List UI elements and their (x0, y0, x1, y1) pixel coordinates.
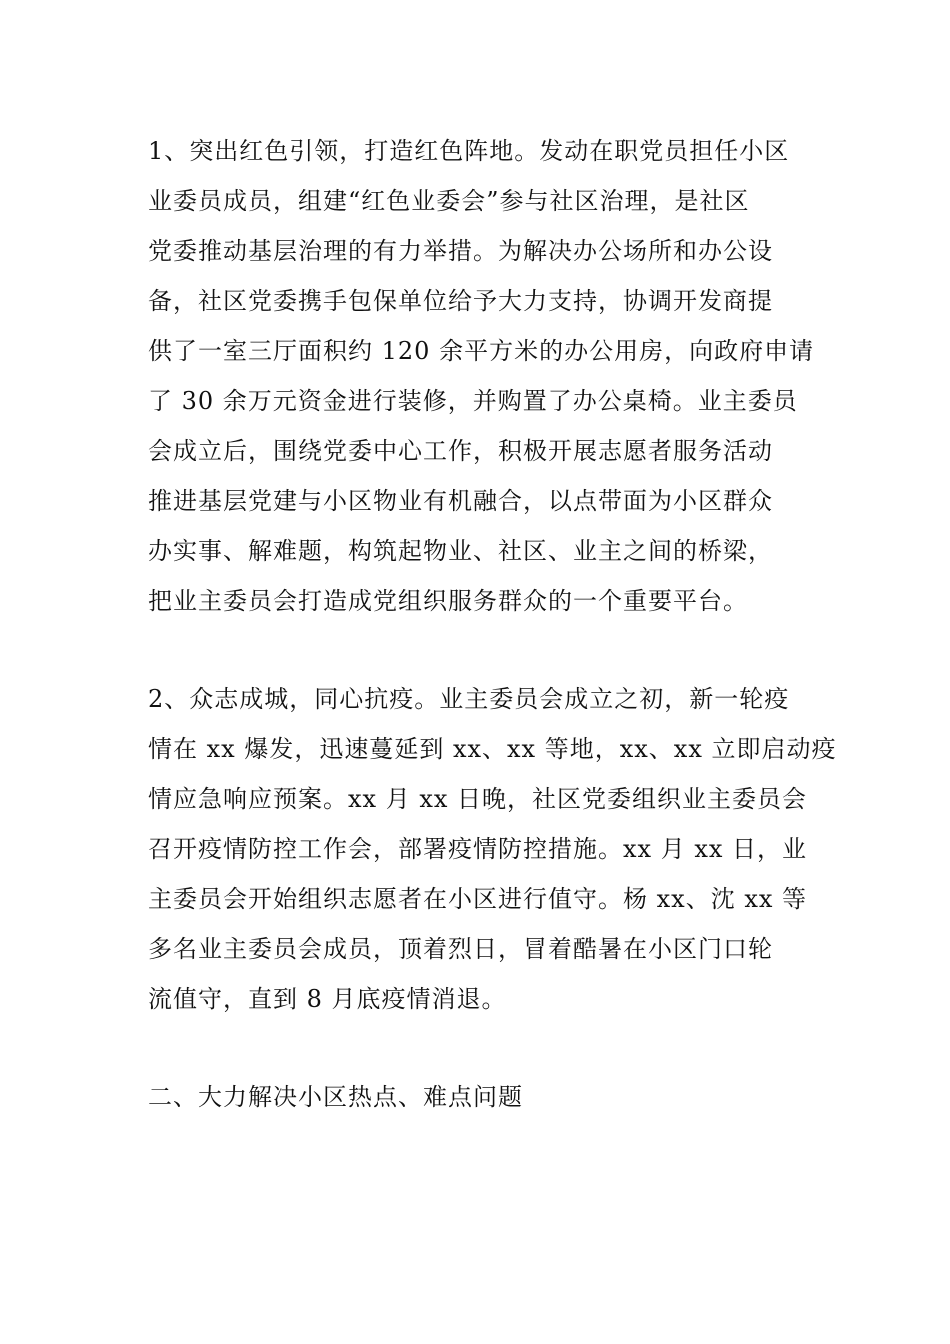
paragraph-1-line-3: 党委推动基层治理的有力举措。为解决办公场所和办公设 (148, 237, 773, 265)
paragraph-2-line-2: 情在 xx 爆发，迅速蔓延到 xx、xx 等地，xx、xx 立即启动疫 (148, 735, 837, 763)
paragraph-2-line-3: 情应急响应预案。xx 月 xx 日晚，社区党委组织业主委员会 (148, 785, 808, 813)
paragraph-1-line-6: 了 30 余万元资金进行装修，并购置了办公桌椅。业主委员 (148, 387, 798, 415)
paragraph-2-line-1: 2、众志成城，同心抗疫。业主委员会成立之初，新一轮疫 (148, 685, 790, 713)
paragraph-1-line-5: 供了一室三厅面积约 120 余平方米的办公用房，向政府申请 (148, 337, 815, 365)
paragraph-1-line-10: 把业主委员会打造成党组织服务群众的一个重要平台。 (148, 587, 748, 615)
paragraph-1-line-7: 会成立后，围绕党委中心工作，积极开展志愿者服务活动 (148, 437, 773, 465)
paragraph-2-line-7: 流值守，直到 8 月底疫情消退。 (148, 985, 507, 1013)
paragraph-1-line-9: 办实事、解难题，构筑起物业、社区、业主之间的桥梁， (148, 537, 773, 565)
paragraph-2-line-5: 主委员会开始组织志愿者在小区进行值守。杨 xx、沈 xx 等 (148, 885, 808, 913)
paragraph-1-line-8: 推进基层党建与小区物业有机融合，以点带面为小区群众 (148, 487, 773, 515)
paragraph-1-line-2: 业委员成员，组建“红色业委会”参与社区治理，是社区 (148, 187, 750, 215)
paragraph-1-line-4: 备，社区党委携手包保单位给予大力支持，协调开发商提 (148, 287, 773, 315)
section-heading: 二、大力解决小区热点、难点问题 (148, 1083, 523, 1111)
paragraph-2-line-6: 多名业主委员会成员，顶着烈日，冒着酷暑在小区门口轮 (148, 935, 773, 963)
paragraph-1-line-1: 1、突出红色引领，打造红色阵地。发动在职党员担任小区 (148, 137, 790, 165)
paragraph-2-line-4: 召开疫情防控工作会，部署疫情防控措施。xx 月 xx 日，业 (148, 835, 808, 863)
